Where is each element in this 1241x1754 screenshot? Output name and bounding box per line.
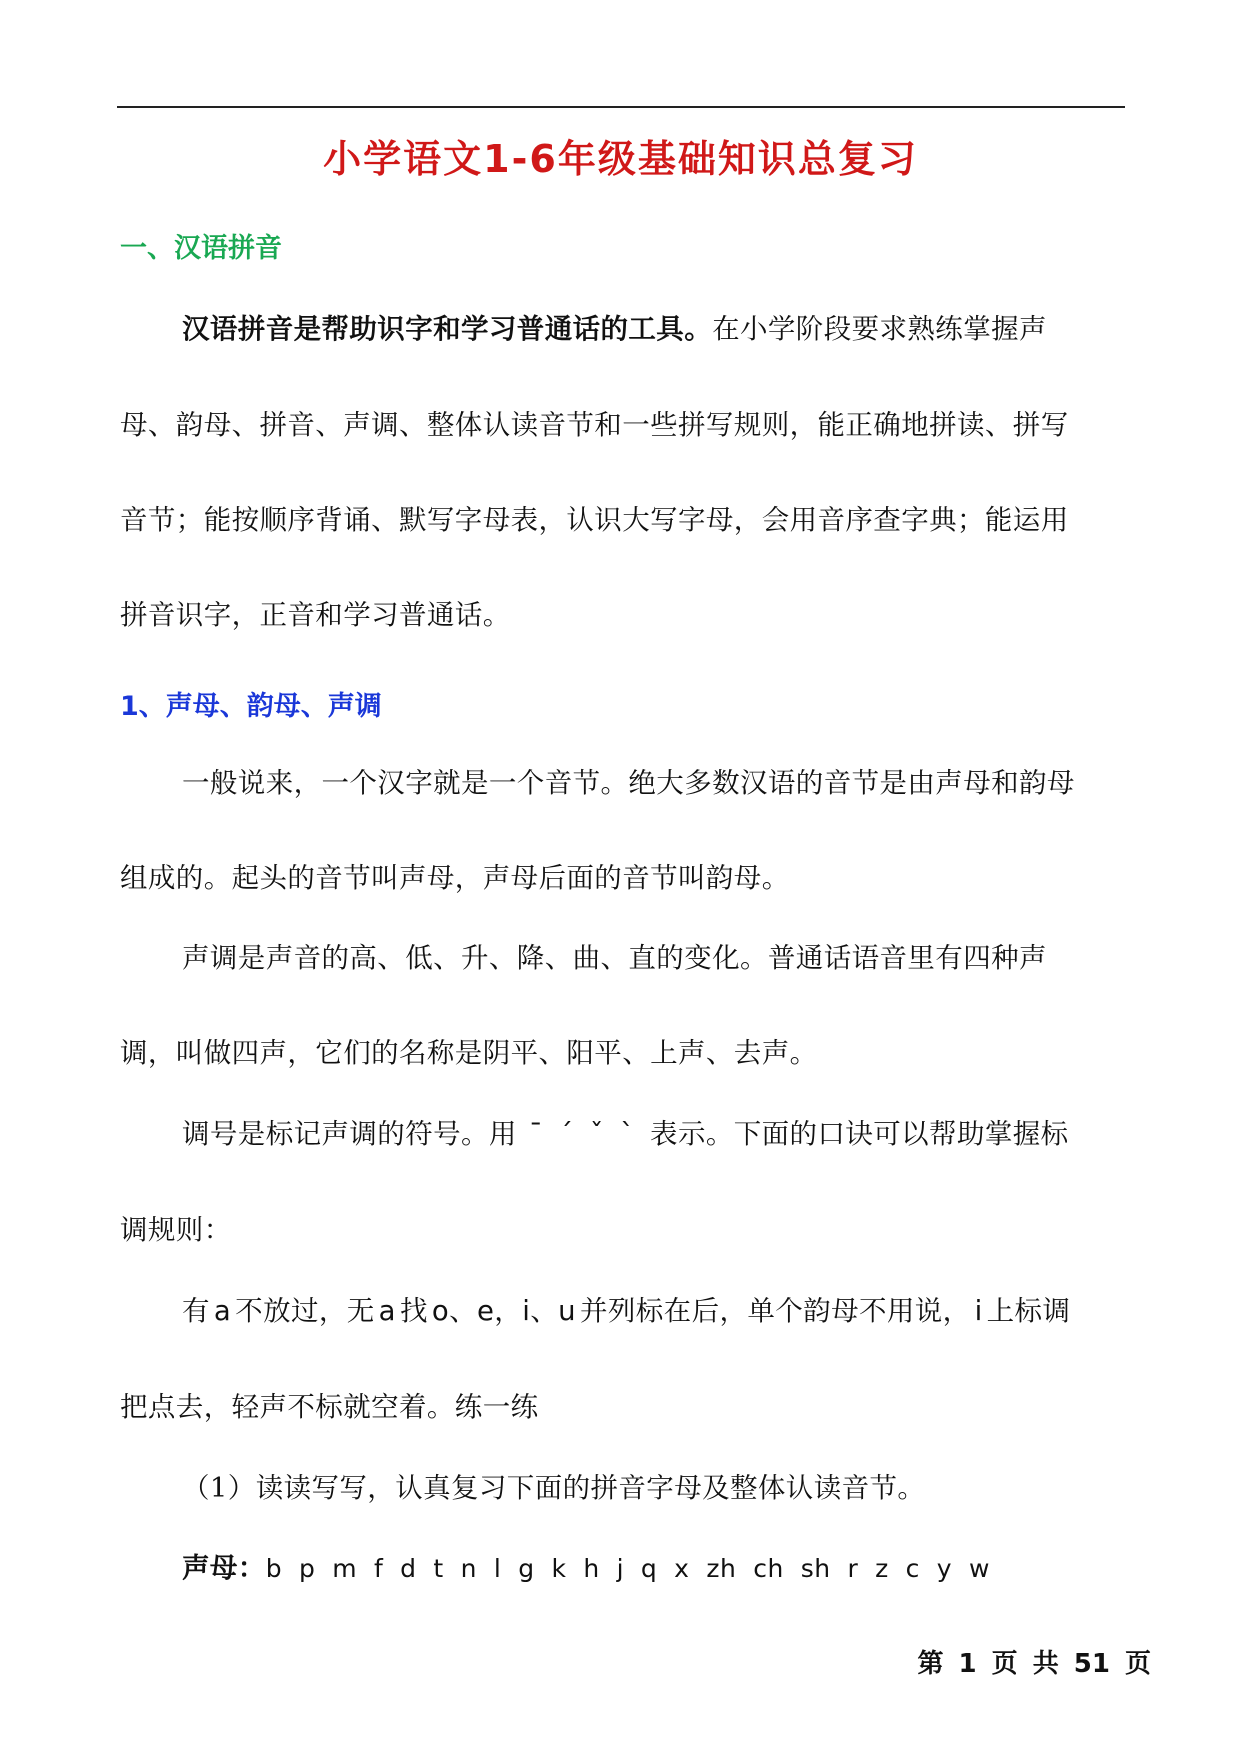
para4-line1 xyxy=(182,1111,1069,1151)
exercise-1: （1）读读写写，认真复习下面的拼音字母及整体认读音节。 xyxy=(182,1472,926,1504)
pinyin-a-1: a xyxy=(213,1295,232,1327)
para5-line1 xyxy=(182,1288,1070,1328)
para1-line3: 音节；能按顺序背诵、默写字母表，认识大写字母，会用音序查字典；能运用 xyxy=(120,504,1069,536)
para1-line2: 母、韵母、拼音、声调、整体认读音节和一些拼写规则，能正确地拼读、拼写 xyxy=(120,409,1069,441)
para4-line2: 调规则： xyxy=(120,1214,232,1246)
para5-text-c: 找 xyxy=(399,1295,428,1327)
header-rule xyxy=(117,106,1125,108)
pinyin-a-2: a xyxy=(378,1295,396,1327)
para1-lead-bold: 汉语拼音是帮助识字和学习普通话的工具。 xyxy=(182,313,713,345)
initials-line xyxy=(182,1545,990,1585)
para5-line2: 把点去，轻声不标就空着。练一练 xyxy=(120,1391,539,1423)
pinyin-i-u: i、u xyxy=(522,1295,576,1327)
para4-text-b: 表示。下面的口诀可以帮助掌握标 xyxy=(650,1118,1069,1150)
pinyin-i: i xyxy=(974,1295,983,1327)
section-heading-pinyin: 一、汉语拼音 xyxy=(120,233,282,264)
para5-text-d: ， xyxy=(494,1295,523,1327)
para3-line2: 调，叫做四声，它们的名称是阴平、阳平、上声、去声。 xyxy=(120,1037,818,1069)
para5-text-e: 并列标在后，单个韵母不用说， xyxy=(579,1295,971,1327)
para5-text-f: 上标调 xyxy=(986,1295,1071,1327)
initials-label: 声母： xyxy=(182,1552,266,1584)
para2-line2: 组成的。起头的音节叫声母，声母后面的音节叫韵母。 xyxy=(120,862,790,894)
para3-line1: 声调是声音的高、低、升、降、曲、直的变化。普通话语音里有四种声 xyxy=(182,942,1047,974)
para5-text-b: 不放过，无 xyxy=(235,1295,375,1327)
page-number: 第 1 页 共 51 页 xyxy=(917,1649,1151,1679)
pinyin-o-e: o、e xyxy=(431,1295,495,1327)
para1-line1 xyxy=(182,306,1047,346)
para1-line1-rest: 在小学阶段要求熟练掌握声 xyxy=(712,313,1047,345)
initials-list: b p m f d t n l g k h j q x zh ch sh r z c y w xyxy=(265,1554,990,1583)
para5-text-a: 有 xyxy=(182,1295,210,1327)
para1-line4: 拼音识字，正音和学习普通话。 xyxy=(120,599,511,631)
para2-line1: 一般说来，一个汉字就是一个音节。绝大多数汉语的音节是由声母和韵母 xyxy=(182,767,1075,799)
para4-text-a: 调号是标记声调的符号。用 xyxy=(182,1118,517,1150)
page-title: 小学语文1-6年级基础知识总复习 xyxy=(323,137,918,181)
section-heading-initials-finals-tones: 1、声母、韵母、声调 xyxy=(120,691,382,722)
tone-marks: ˉ ˊ ˇ ˋ xyxy=(528,1118,639,1150)
